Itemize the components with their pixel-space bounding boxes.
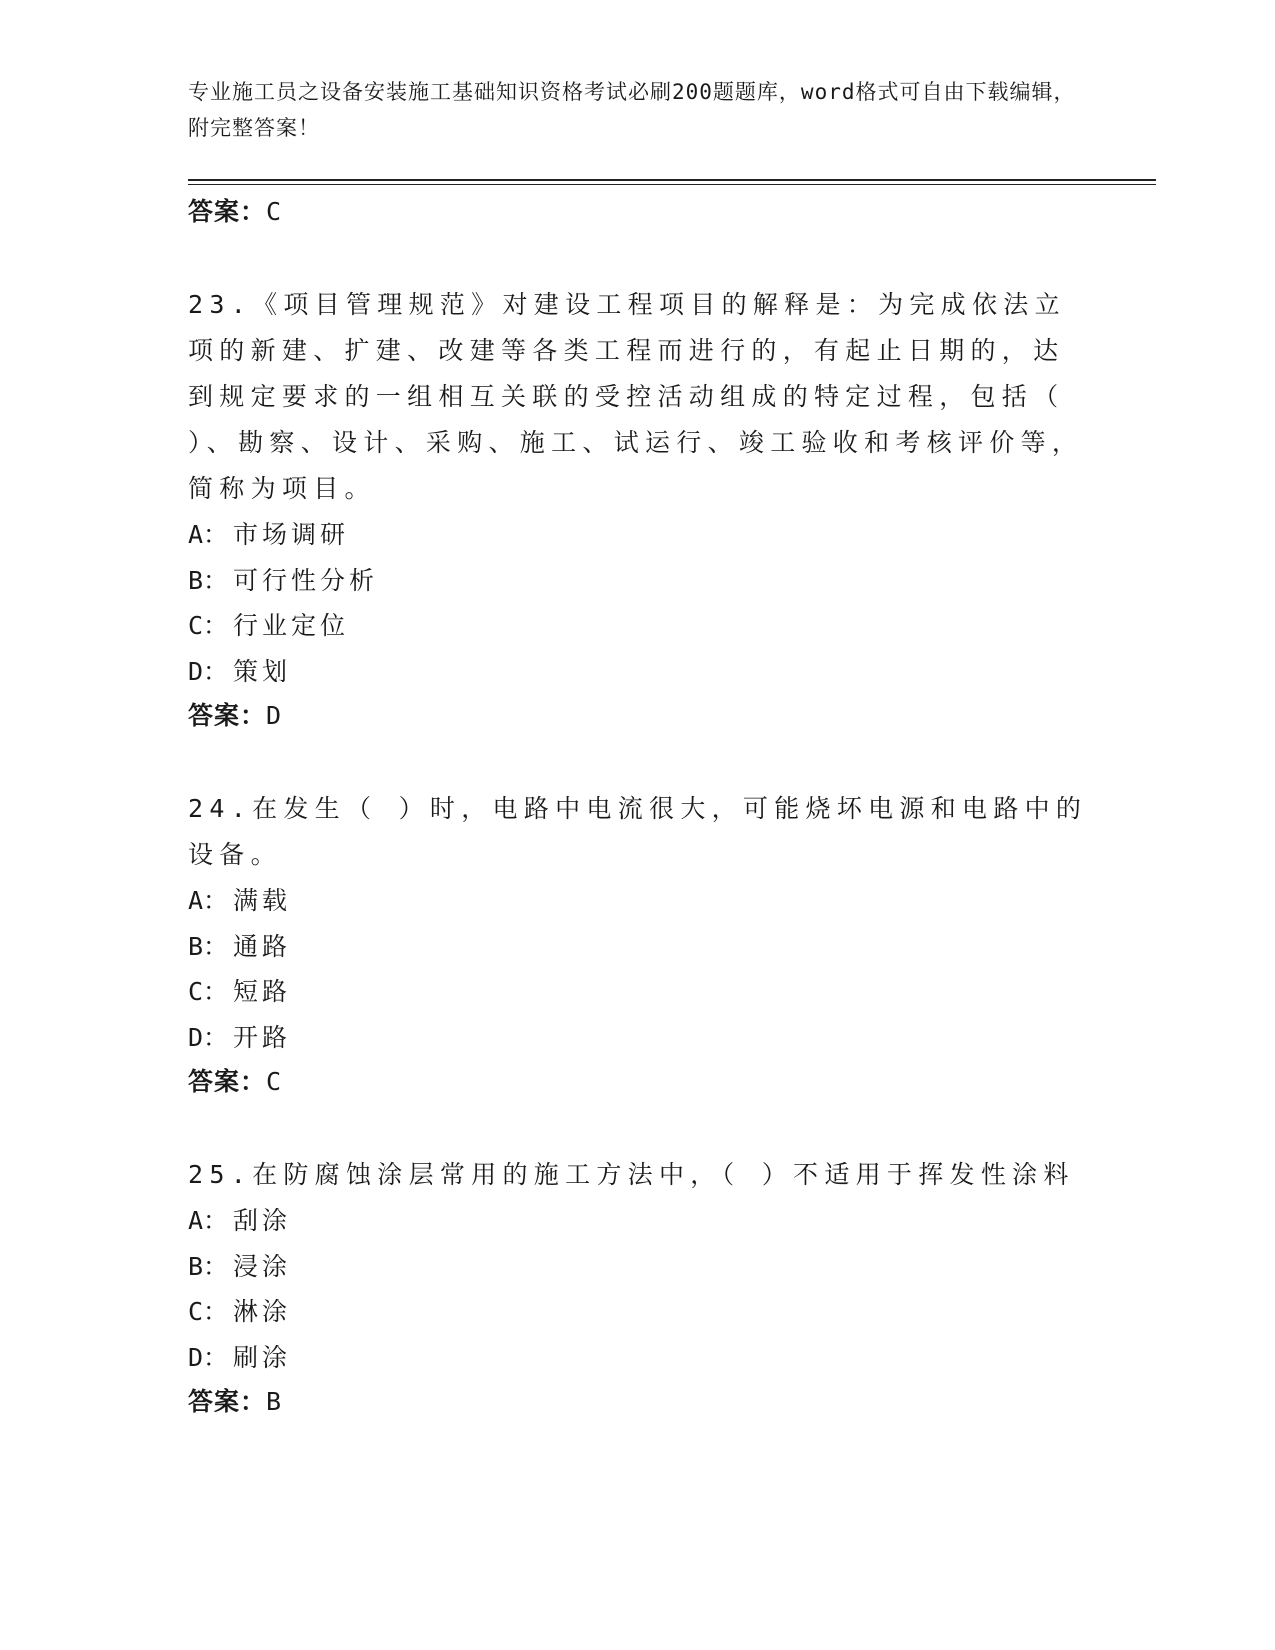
option-letter: A： <box>188 520 229 549</box>
option-letter: A： <box>188 886 229 915</box>
option-b <box>188 558 1088 604</box>
option-letter: A： <box>188 1206 229 1235</box>
option-b <box>188 924 1088 970</box>
option-text: 策划 <box>233 656 292 686</box>
option-letter: D： <box>188 1342 229 1372</box>
option-text: 通路 <box>233 931 292 961</box>
option-letter: B： <box>188 565 229 595</box>
answer-line <box>188 1380 1088 1424</box>
option-list <box>188 1198 1088 1380</box>
option-text: 短路 <box>233 977 292 1006</box>
answer-value: C <box>266 1067 283 1096</box>
question-stem: 在防腐蚀涂层常用的施工方法中，（ ）不适用于挥发性涂料 <box>252 1160 1075 1189</box>
option-letter: C： <box>188 1297 229 1326</box>
question-text <box>188 786 1088 878</box>
answer-label: 答案： <box>188 1387 267 1416</box>
option-d <box>188 1015 1088 1061</box>
option-list <box>188 512 1088 694</box>
option-d <box>188 649 1088 695</box>
question-25 <box>188 1152 1088 1424</box>
document-content <box>188 190 1088 1424</box>
answer-value: C <box>266 197 283 226</box>
option-text: 开路 <box>233 1022 292 1052</box>
question-text <box>188 282 1088 512</box>
option-a <box>188 512 1088 558</box>
option-letter: D： <box>188 1022 229 1052</box>
answer-value: D <box>266 701 283 730</box>
answer-line <box>188 694 1088 738</box>
option-letter: B： <box>188 931 229 961</box>
option-letter: C： <box>188 611 229 640</box>
option-text: 行业定位 <box>233 611 350 640</box>
option-b <box>188 1244 1088 1290</box>
answer-value: B <box>266 1387 283 1416</box>
question-stem: 《项目管理规范》对建设工程项目的解释是：为完成依法立项的新建、扩建、改建等各类工程而进行的，有起止日期的，达到规定要求的一组相互关联的受控活动组成的特定过程，包括（ ）、勘察、设计、采购、施工、试运行、竣工验收和考核评价等，简称为项目。 <box>188 290 1084 503</box>
option-c <box>188 603 1088 649</box>
option-text: 刮涂 <box>233 1206 292 1235</box>
option-text: 浸涂 <box>233 1251 292 1281</box>
answer-label: 答案： <box>188 197 267 226</box>
option-letter: D： <box>188 656 229 686</box>
option-text: 市场调研 <box>233 520 350 549</box>
question-stem: 在发生（ ）时，电路中电流很大，可能烧坏电源和电路中的设备。 <box>188 794 1088 869</box>
answer-line <box>188 190 1088 234</box>
option-text: 淋涂 <box>233 1297 292 1326</box>
option-c <box>188 1289 1088 1335</box>
document-header: 专业施工员之设备安装施工基础知识资格考试必刷200题题库，word格式可自由下载编辑，附完整答案！ <box>188 80 1076 140</box>
question-23 <box>188 282 1088 738</box>
question-number: 23. <box>188 290 253 319</box>
answer-label: 答案： <box>188 701 267 730</box>
option-text: 可行性分析 <box>233 565 379 595</box>
question-24 <box>188 786 1088 1104</box>
answer-label: 答案： <box>188 1067 267 1096</box>
option-a <box>188 1198 1088 1244</box>
option-c <box>188 969 1088 1015</box>
option-letter: B： <box>188 1251 229 1281</box>
option-text: 刷涂 <box>233 1342 292 1372</box>
header-rule-thin <box>188 184 1156 185</box>
header-rule-thick <box>188 179 1156 181</box>
option-list <box>188 878 1088 1060</box>
question-number: 25. <box>188 1160 253 1189</box>
answer-line <box>188 1060 1088 1104</box>
option-d <box>188 1335 1088 1381</box>
question-text <box>188 1152 1088 1198</box>
option-a <box>188 878 1088 924</box>
option-text: 满载 <box>233 886 292 915</box>
question-number: 24. <box>188 794 253 823</box>
option-letter: C： <box>188 977 229 1006</box>
